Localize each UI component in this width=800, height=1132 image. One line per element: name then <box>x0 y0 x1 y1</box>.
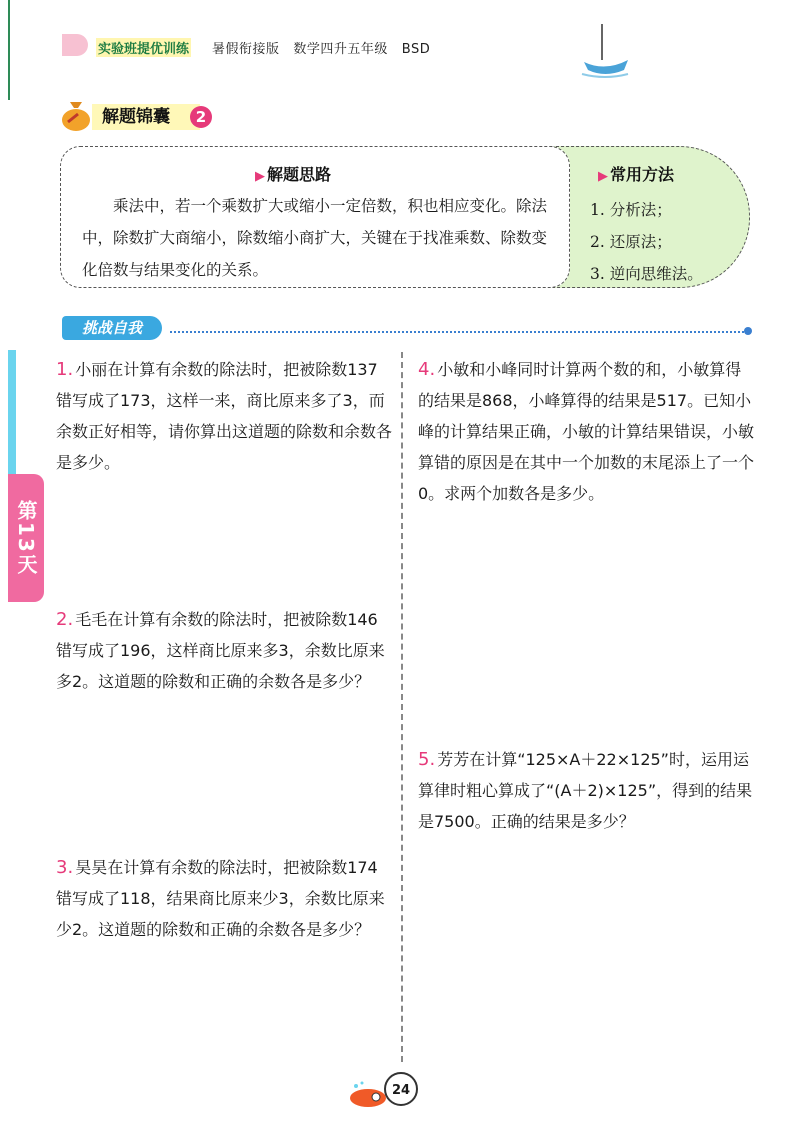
column-divider <box>401 352 403 1062</box>
problem-3: 3. 昊昊在计算有余数的除法时，把被除数174错写成了118，结果商比原来少3，余数比原来少2。这道题的除数和正确的余数各是多少？ <box>56 857 385 939</box>
boat-icon <box>580 20 630 80</box>
dotted-divider <box>170 331 748 333</box>
triangle-icon: ▶ <box>255 169 265 184</box>
challenge-banner: 挑战自我 <box>62 316 162 340</box>
section-title: 解题锦囊 <box>92 104 200 130</box>
money-bag-icon <box>58 98 94 132</box>
approach-heading: ▶ 解题思路 <box>255 165 332 184</box>
problem-4: 4. 小敏和小峰同时计算两个数的和，小敏算得的结果是868，小峰算得的结果是517。已知小峰的计算结果正确，小敏的计算结果错误，小敏算错的原因是在其中一个加数的末尾添上了一个0。求两个加数各是多少。 <box>418 359 755 503</box>
side-bar <box>8 350 16 474</box>
method-item: 3. 逆向思维法。 <box>590 265 703 283</box>
edge-line <box>8 0 10 100</box>
approach-text: 乘法中，若一个乘数扩大或缩小一定倍数，积也相应变化。除法中，除数扩大商缩小，除数缩小商扩大，关键在于找准乘数、除数变化倍数与结果变化的关系。 <box>82 197 548 279</box>
page-number: 24 <box>384 1072 418 1106</box>
book-meta: 暑假衔接版 数学四升五年级 BSD <box>212 42 431 57</box>
triangle-icon: ▶ <box>598 169 608 184</box>
method-item: 1. 分析法； <box>590 201 672 219</box>
series-title: 实验班提优训练 <box>96 38 191 57</box>
problem-1: 1. 小丽在计算有余数的除法时，把被除数137错写成了173，这样一来，商比原来多了3，而余数正好相等，请你算出这道题的除数和余数各是多少。 <box>56 359 393 472</box>
method-item: 2. 还原法； <box>590 233 672 251</box>
methods-heading: ▶ 常用方法 <box>598 165 675 184</box>
header-pill-decoration <box>62 34 88 56</box>
problem-5: 5. 芳芳在计算“125×A＋22×125”时，运用运算律时粗心算成了“(A＋2)×125”，得到的结果是7500。正确的结果是多少？ <box>418 749 753 831</box>
problem-2: 2. 毛毛在计算有余数的除法时，把被除数146错写成了196，这样商比原来多3，余数比原来多2。这道题的除数和正确的余数各是多少？ <box>56 609 385 691</box>
section-number: 2 <box>190 106 212 128</box>
day-tab: 第13天 <box>8 474 44 602</box>
divider-dot <box>744 327 752 335</box>
